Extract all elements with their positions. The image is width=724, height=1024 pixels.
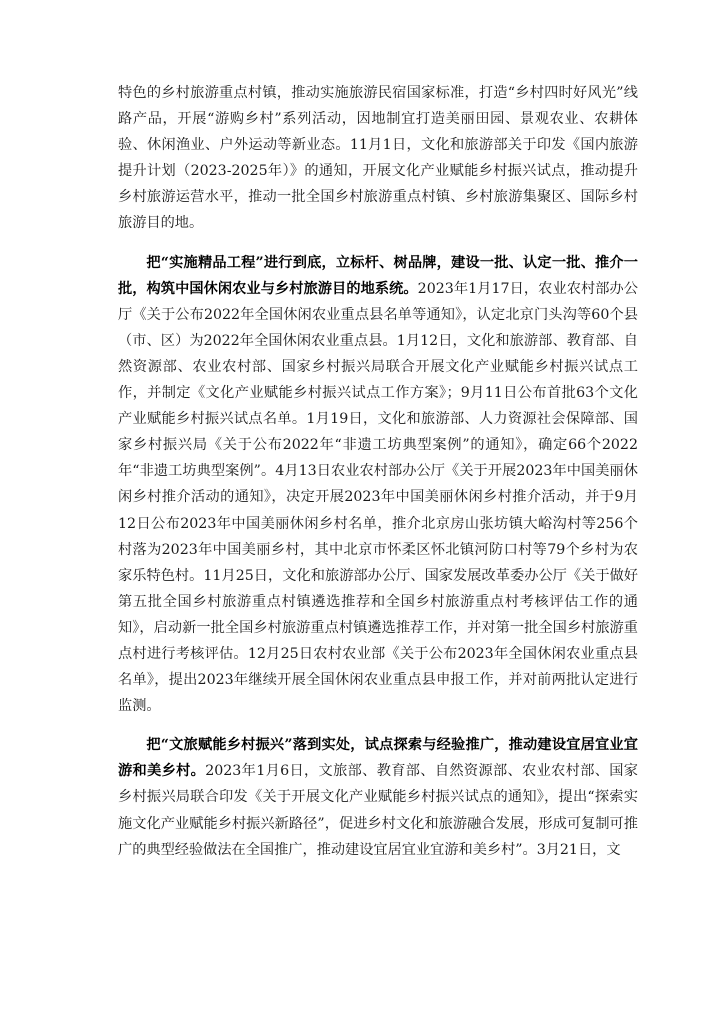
paragraph-lead-heading: 把“实施精品工程”进行到底，立标杆、树品牌，建设一批、认定一批、推介一批，构筑中国休闲农业与乡村旅游目的地系统。: [118, 254, 638, 297]
paragraph-text: 2023年1月6日，文旅部、教育部、自然资源部、农业农村部、国家乡村振兴局联合印发《关于开展文化产业赋能乡村振兴试点的通知》，提出“探索实施文化产业赋能乡村振兴新路径”，促进乡村文化和旅游融合发展，形成可复制可推广的典型经验做法在全国推广，推动建设宜居宜业宜游和美乡村”。3月21日，文: [118, 763, 638, 858]
paragraph-text: 2023年1月17日，农业农村部办公厅《关于公布2022年全国休闲农业重点县名单等通知》，认定北京门头沟等60个县（市、区）为2022年全国休闲农业重点县。1月12日，文化和旅游部、教育部、自然资源部、农业农村部、国家乡村振兴局联合开展文化产业赋能乡村振兴试点工作，并制定《文化产业赋能乡村振兴试点工作方案》；9月11日公布首批63个文化产业赋能乡村振兴试点名单。1月19日，文化和旅游部、人力资源社会保障部、国家乡村振兴局《关于公布2022年“非遗工坊典型案例”的通知》，确定66个2022年“非遗工坊典型案例”。4月13日农业农村部办公厅《关于开展2023年中国美丽休闲乡村推介活动的通知》，决定开展2023年中国美丽休闲乡村推介活动，并于9月12日公布2023年中国美丽休闲乡村名单，推介北京房山张坊镇大峪沟村等256个村落为2023年中国美丽乡村，其中北京市怀柔区怀北镇河防口村等79个乡村为农家乐特色村。11月25日，文化和旅游部办公厅、国家发展改革委办公厅《关于做好第五批全国乡村旅游重点村镇遴选推荐和全国乡村旅游重点村考核评估工作的通知》，启动新一批全国乡村旅游重点村镇遴选推荐工作，并对第一批全国乡村旅游重点村进行考核评估。12月25日农村农业部《关于公布2023年全国休闲农业重点县名单》，提出2023年继续开展全国休闲农业重点县申报工作，并对前两批认定进行监测。: [118, 280, 638, 715]
paragraph-culture-tourism-revitalization: [118, 732, 638, 862]
paragraph-rural-tourism-villages: [118, 80, 638, 237]
paragraph-text: 特色的乡村旅游重点村镇，推动实施旅游民宿国家标准，打造“乡村四时好风光”线路产品，开展“游购乡村”系列活动，因地制宜打造美丽田园、景观农业、农耕体验、休闲渔业、户外运动等新业态。11月1日，文化和旅游部关于印发《国内旅游提升计划（2023-2025年）》的通知，开展文化产业赋能乡村振兴试点，推动提升乡村旅游运营水平，推动一批全国乡村旅游重点村镇、乡村旅游集聚区、国际乡村旅游目的地。: [118, 85, 638, 232]
paragraph-lead-heading: 把“文旅赋能乡村振兴”落到实处，试点探索与经验推广，推动建设宜居宜业宜游和美乡村。: [118, 737, 638, 780]
paragraph-quality-project: [118, 250, 638, 720]
document-body: [118, 80, 638, 863]
